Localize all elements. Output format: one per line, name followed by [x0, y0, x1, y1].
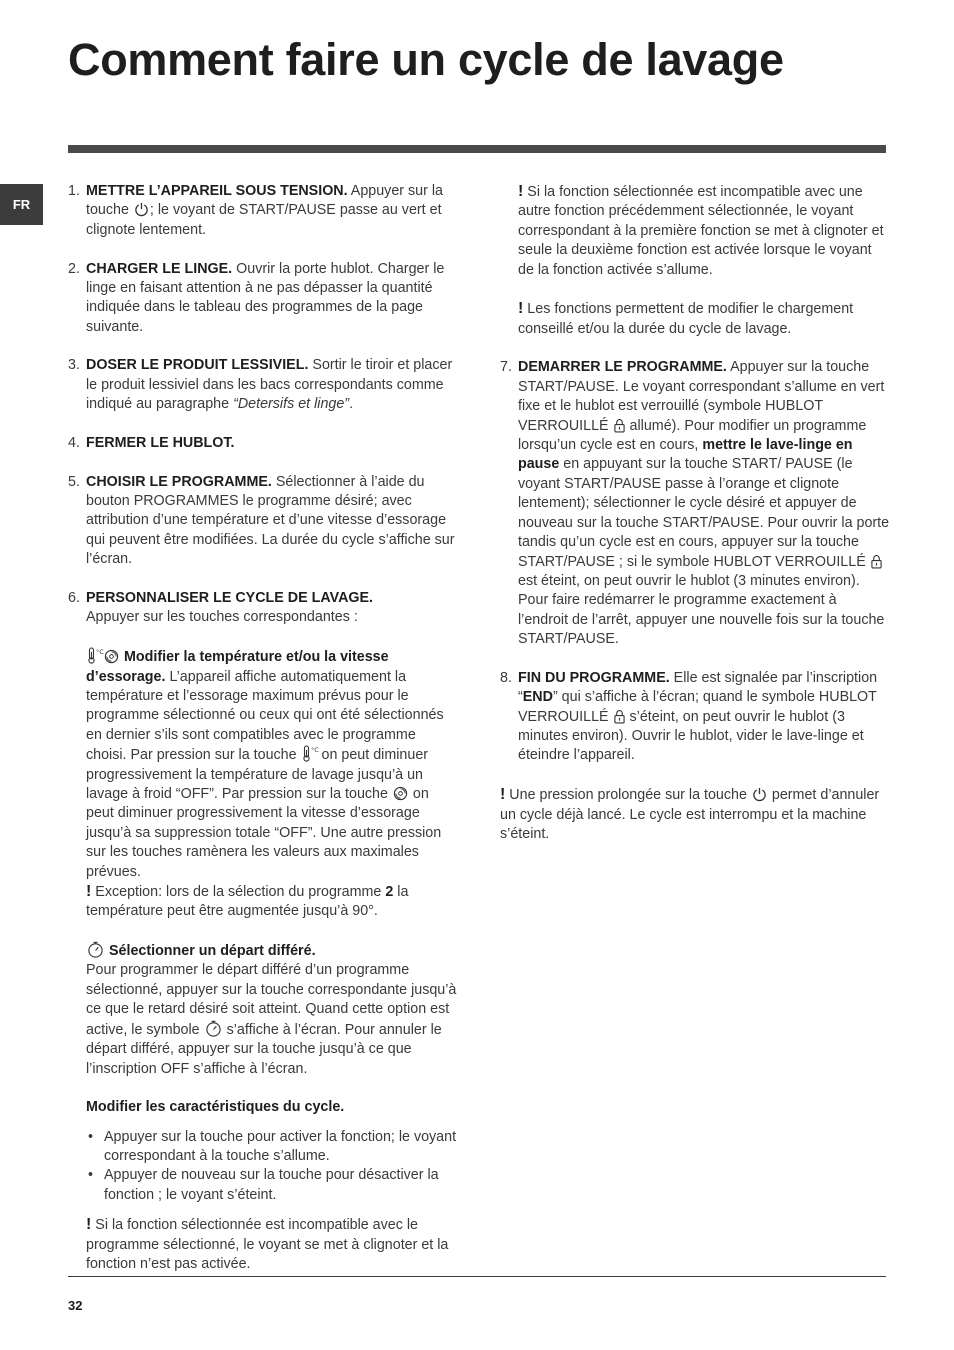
step-number: 7.	[500, 359, 512, 376]
step-text: .	[349, 396, 354, 413]
header-divider	[68, 145, 886, 153]
step-title: DEMARRER LE PROGRAMME.	[518, 359, 727, 376]
right-column	[500, 182, 890, 844]
thermometer-icon	[87, 647, 102, 664]
footer-divider	[68, 1276, 886, 1277]
step-text: Sélectionner à l’aide du bouton PROGRAMMES le programme désiré; avec attribution d’une température et d’une vitesse d’essorage qui peuvent être modifiées. La durée du cycle s’affiche sur l’écran.	[86, 473, 455, 568]
exception-text: Exception: lors de la sélection du programme	[91, 883, 386, 900]
end-label: END	[522, 689, 553, 706]
step-1	[68, 182, 460, 240]
note-text: Si la fonction sélectionnée est incompatible avec une autre fonction précédemment sélectionnée, le voyant correspondant à la première fonction se met à clignoter et seule la deuxième fonction est activée lorsque le voyant de la fonction activée s’allume.	[518, 184, 884, 278]
lock-icon	[871, 554, 882, 569]
step-text: Appuyer sur la touche	[86, 183, 443, 219]
step-number: 5.	[68, 473, 80, 490]
section-title: Modifier la température et/ou la vitesse d’essorage.	[86, 649, 389, 685]
step-text: est éteint, on peut ouvrir le hublot (3 minutes environ). Pour faire redémarrer le programme exactement à l’endroit de l’arrêt, appuyer une nouvelle fois sur la touche START/PAUSE.	[518, 572, 885, 648]
warning-note	[500, 299, 890, 339]
note-text: permet d’annuler un cycle déjà lancé. Le cycle est interrompu et la machine s’éteint.	[500, 787, 880, 842]
warning-mark: !	[500, 786, 506, 804]
step-number: 1.	[68, 183, 80, 199]
step-emphasis: mettre le lave-linge en pause	[518, 437, 853, 473]
step-text: ; le voyant de START/PAUSE passe au vert et clignote lentement.	[86, 202, 442, 238]
step-6	[68, 589, 460, 628]
svg-text:°C: °C	[96, 648, 104, 657]
timer-icon	[87, 941, 104, 958]
page-number: 32	[68, 1298, 83, 1313]
step-2	[68, 260, 460, 338]
step-text: Elle est signalée par l’inscription “	[518, 669, 878, 706]
language-tab	[0, 184, 43, 225]
step-title: CHOISIR LE PROGRAMME.	[86, 473, 272, 490]
warning-note	[68, 1215, 460, 1274]
lock-icon	[614, 709, 625, 724]
exception-text: la température peut être augmentée jusqu’à 90°.	[86, 883, 409, 920]
warning-mark: !	[518, 300, 524, 318]
language-label: FR	[12, 197, 31, 212]
step-text: Appuyer sur la touche START/PAUSE. Le voyant correspondant s’allume en vert fixe et le hublot est verrouillé (symbole HUBLOT VERROUILLÉ	[518, 359, 885, 434]
step-title: FERMER LE HUBLOT.	[86, 434, 235, 451]
note-text: Une pression prolongée sur la touche	[505, 787, 751, 804]
delay-start-section	[68, 941, 460, 1079]
section-text: on peut diminuer progressivement la température de lavage jusqu’à un lavage à froid “OFF”. Par pression sur la touche	[86, 747, 429, 802]
step-7	[500, 358, 890, 649]
spin-icon	[104, 649, 119, 664]
list-item: • Appuyer sur la touche pour activer la fonction; le voyant correspondant à la touche s’allume.	[86, 1128, 460, 1167]
step-text: en appuyant sur la touche START/ PAUSE (le voyant START/PAUSE passe à l’orange et clignote lentement); sélectionner le cycle désiré et appuyer de nouveau sur la touche START/PAUSE. Pour ouvrir la porte tandis qu’un cycle est en cours, appuyer sur la touche START/PAUSE ; si le symbole HUBLOT VERROUILLÉ	[518, 456, 890, 570]
section-text: Pour programmer le départ différé d’un programme sélectionné, appuyer sur la touche correspondante jusqu’à ce que le retard désiré soit atteint. Quand cette option est active, le symbole	[86, 962, 457, 1038]
section-text: on peut diminuer progressivement la vitesse d’essorage jusqu’à sa suppression totale “OFF”. Une autre pression sur les touches ramènera les valeurs aux maximales prévues.	[86, 785, 442, 880]
warning-note	[500, 182, 890, 280]
spin-icon	[393, 786, 408, 801]
note-text: Les fonctions permettent de modifier le chargement conseillé et/ou la durée du cycle de lavage.	[518, 301, 854, 337]
step-5	[68, 473, 460, 570]
timer-icon	[205, 1020, 222, 1037]
power-icon	[134, 202, 149, 217]
step-text: s’éteint, on peut ouvrir le hublot (3 minutes environ). Ouvrir le hublot, vider le lave-linge et éteindre l’appareil.	[518, 708, 864, 764]
step-text: Ouvrir la porte hublot. Charger le linge en faisant attention à ne pas dépasser la quantité indiquée dans le tableau des programmes de la page suivante.	[86, 260, 445, 335]
step-text: Sortir le tiroir et placer le produit lessiviel dans les bacs correspondants comme indiqué au paragraphe	[86, 357, 453, 413]
temperature-spin-section	[68, 647, 460, 922]
thermometer-icon	[302, 745, 317, 762]
section-text: s’affiche à l’écran. Pour annuler le départ différé, appuyer sur la touche jusqu’à ce que l’inscription OFF s’affiche à l’écran.	[86, 1021, 442, 1077]
step-title: FIN DU PROGRAMME.	[518, 669, 670, 686]
step-4	[68, 434, 460, 453]
step-title: METTRE L’APPAREIL SOUS TENSION.	[86, 183, 348, 199]
step-3	[68, 356, 460, 414]
step-number: 6.	[68, 589, 80, 606]
modify-cycle-heading	[68, 1098, 460, 1117]
step-8	[500, 669, 890, 766]
step-title: CHARGER LE LINGE.	[86, 260, 233, 277]
note-text: Si la fonction sélectionnée est incompatible avec le programme sélectionné, le voyant se met à clignoter et la fonction n’est pas activée.	[86, 1217, 449, 1273]
bullet-list	[68, 1128, 460, 1206]
step-text: ” qui s’affiche à l’écran; quand le symbole HUBLOT VERROUILLÉ	[518, 689, 877, 725]
warning-mark: !	[86, 1216, 92, 1234]
final-warning-note	[500, 785, 890, 844]
lock-icon	[614, 418, 625, 433]
step-text: allumé). Pour modifier un programme lorsqu’un cycle est en cours,	[518, 417, 867, 454]
warning-mark: !	[518, 183, 524, 200]
power-icon	[752, 787, 767, 802]
reference-link-text: “Detersifs et linge”	[233, 396, 350, 413]
step-number: 3.	[68, 357, 80, 374]
section-title: Modifier les caractéristiques du cycle.	[86, 1099, 345, 1116]
list-item: • Appuyer de nouveau sur la touche pour désactiver la fonction ; le voyant s’éteint.	[86, 1166, 460, 1205]
svg-text:°C: °C	[310, 746, 319, 755]
left-column	[68, 182, 460, 1274]
step-text: Appuyer sur les touches correspondantes :	[86, 609, 358, 626]
section-title: Sélectionner un départ différé.	[108, 943, 316, 960]
step-number: 8.	[500, 669, 512, 686]
step-number: 4.	[68, 434, 80, 451]
warning-mark: !	[86, 882, 92, 900]
step-number: 2.	[68, 260, 80, 277]
step-title: PERSONNALISER LE CYCLE DE LAVAGE.	[86, 589, 374, 606]
section-text: L’appareil affiche automatiquement la température et l’essorage maximum prévus pour le programme sélectionné ou ceux qui ont été sélectionnés en dernier s’ils sont compatibles avec le programme choisi. Par pression sur la touche	[86, 668, 444, 764]
step-title: DOSER LE PRODUIT LESSIVIEL.	[86, 357, 309, 374]
page-title: Comment faire un cycle de lavage	[68, 34, 784, 85]
program-number: 2	[385, 883, 394, 900]
